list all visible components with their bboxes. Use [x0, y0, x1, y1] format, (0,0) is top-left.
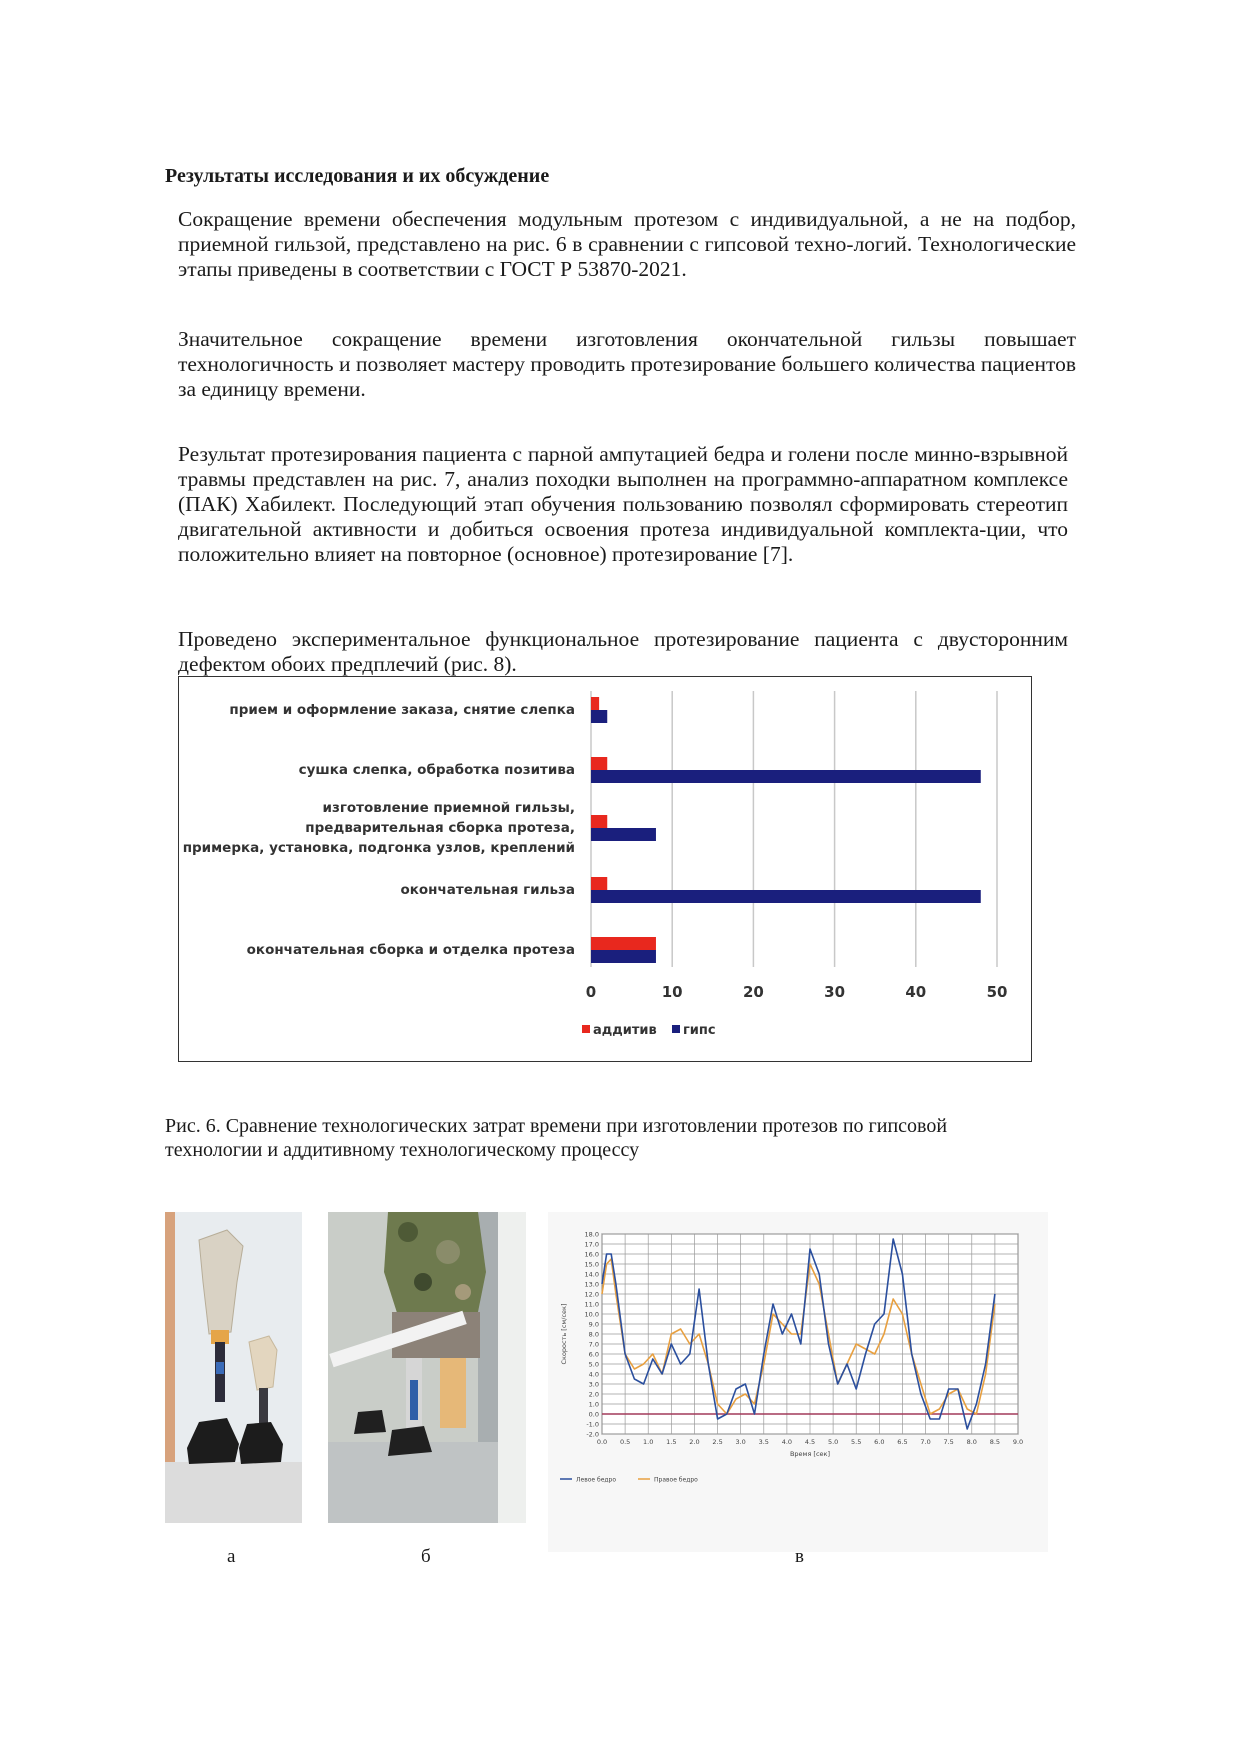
bar-gypsum	[591, 710, 607, 723]
y-tick-label: -2.0	[586, 1430, 599, 1439]
bar-chart-figure	[178, 676, 1032, 1062]
y-tick-label: 5.0	[588, 1360, 599, 1369]
patient-walking-photo	[328, 1212, 526, 1523]
legend-swatch	[672, 1025, 680, 1033]
x-tick-label: 5.0	[827, 1438, 839, 1446]
x-tick-label: 0	[585, 983, 597, 1001]
x-tick-label: 10	[661, 983, 683, 1001]
x-tick-label: 40	[905, 983, 927, 1001]
x-tick-label: 4.5	[804, 1438, 816, 1446]
bar-gypsum	[591, 950, 656, 963]
gait-line-chart	[548, 1212, 1048, 1552]
legend-label: гипс	[683, 1023, 716, 1038]
legend-swatch	[582, 1025, 590, 1033]
x-axis-label: Время [сек]	[789, 1450, 831, 1458]
x-tick-label: 8.0	[966, 1438, 977, 1446]
y-tick-label: 10.0	[584, 1310, 599, 1319]
paragraph-1: Сокращение времени обеспечения модульным протезом с индивидуальной, а не на подбор, приемной гильзой, представлено на рис. 6 в сравнении с гипсовой техно-логий. Технологические этапы приведены в соответствии с ГОСТ Р 53870-2021.	[178, 207, 1076, 281]
x-tick-label: 0.5	[619, 1438, 631, 1446]
category-label: примерка, установка, подгонка узлов, креплений	[182, 840, 575, 856]
bar-gypsum	[591, 828, 656, 841]
y-tick-label: 18.0	[584, 1230, 599, 1239]
y-tick-label: 0.0	[588, 1410, 599, 1419]
y-tick-label: 2.0	[588, 1390, 599, 1399]
paragraph-2: Значительное сокращение времени изготовления окончательной гильзы повышает технологичность и позволяет мастеру проводить протезирование большего количества пациентов за единицу времени.	[178, 327, 1076, 401]
x-tick-label: 9.0	[1012, 1438, 1024, 1446]
paragraph-4: Проведено экспериментальное функциональное протезирование пациента с двусторонним дефектом обоих предплечий (рис. 8).	[178, 627, 1068, 676]
category-label: прием и оформление заказа, снятие слепка	[229, 702, 575, 718]
category-label: изготовление приемной гильзы,	[322, 800, 575, 816]
y-tick-label: 6.0	[588, 1350, 599, 1359]
x-tick-label: 30	[824, 983, 846, 1001]
bar-additive	[591, 815, 607, 828]
x-tick-label: 1.0	[643, 1438, 654, 1446]
category-label: окончательная гильза	[400, 882, 575, 898]
y-tick-label: 13.0	[584, 1280, 599, 1289]
category-label: окончательная сборка и отделка протеза	[246, 942, 575, 958]
y-tick-label: 3.0	[588, 1380, 599, 1389]
category-label: сушка слепка, обработка позитива	[298, 762, 575, 778]
y-tick-label: 12.0	[584, 1290, 599, 1299]
y-tick-label: 7.0	[588, 1340, 599, 1349]
y-tick-label: 14.0	[584, 1270, 599, 1279]
bar-additive	[591, 757, 607, 770]
x-tick-label: 1.5	[666, 1438, 677, 1446]
figure-7-label-b: б	[421, 1546, 431, 1567]
y-tick-label: 16.0	[584, 1250, 599, 1259]
x-tick-label: 2.5	[712, 1438, 723, 1446]
x-tick-label: 7.0	[920, 1438, 931, 1446]
category-label: предварительная сборка протеза,	[305, 820, 575, 836]
bar-additive	[591, 937, 656, 950]
bar-gypsum	[591, 890, 981, 903]
y-tick-label: 11.0	[584, 1300, 599, 1309]
y-tick-label: 1.0	[588, 1400, 599, 1409]
x-tick-label: 3.5	[758, 1438, 769, 1446]
bar-additive	[591, 877, 607, 890]
y-tick-label: -1.0	[586, 1420, 599, 1429]
x-tick-label: 0.0	[596, 1438, 608, 1446]
x-tick-label: 8.5	[989, 1438, 1001, 1446]
paragraph-3: Результат протезирования пациента с парной ампутацией бедра и голени после минно-взрывной травмы представлен на рис. 7, анализ походки выполнен на программно-аппаратном комплексе (ПАК) Хабилект. Последующий этап обучения пользованию позволял сформировать стереотип двигательной активности и добиться освоения протеза индивидуальной комплекта-ции, что положительно влияет на повторное (основное) протезирование [7].	[178, 442, 1068, 566]
x-tick-label: 50	[986, 983, 1008, 1001]
legend-label: аддитив	[593, 1023, 657, 1038]
legend-label: Правое бедро	[654, 1476, 698, 1484]
bar-chart	[179, 677, 1031, 1061]
figure-7-label-a: а	[227, 1546, 236, 1567]
gait-velocity-graph	[548, 1212, 1048, 1552]
x-tick-label: 5.5	[851, 1438, 862, 1446]
x-tick-label: 2.0	[689, 1438, 700, 1446]
section-heading: Результаты исследования и их обсуждение	[165, 165, 550, 187]
x-tick-label: 3.0	[735, 1438, 746, 1446]
figure-7-label-v: в	[795, 1546, 804, 1567]
y-axis-label: Скорость [см/сек]	[560, 1303, 568, 1365]
legend-label: Левое бедро	[576, 1476, 617, 1484]
bar-gypsum	[591, 770, 981, 783]
x-tick-label: 4.0	[781, 1438, 793, 1446]
x-tick-label: 7.5	[943, 1438, 954, 1446]
y-tick-label: 15.0	[584, 1260, 599, 1269]
x-tick-label: 6.5	[897, 1438, 908, 1446]
prostheses-photo	[165, 1212, 302, 1523]
y-tick-label: 4.0	[588, 1370, 599, 1379]
figure-6-caption: Рис. 6. Сравнение технологических затрат времени при изготовлении протезов по гипсовой технологии и аддитивному технологическому процессу	[165, 1115, 948, 1161]
x-tick-label: 20	[742, 983, 764, 1001]
y-tick-label: 17.0	[584, 1240, 599, 1249]
y-tick-label: 9.0	[588, 1320, 599, 1329]
y-tick-label: 8.0	[588, 1330, 599, 1339]
x-tick-label: 6.0	[874, 1438, 885, 1446]
bar-additive	[591, 697, 599, 710]
